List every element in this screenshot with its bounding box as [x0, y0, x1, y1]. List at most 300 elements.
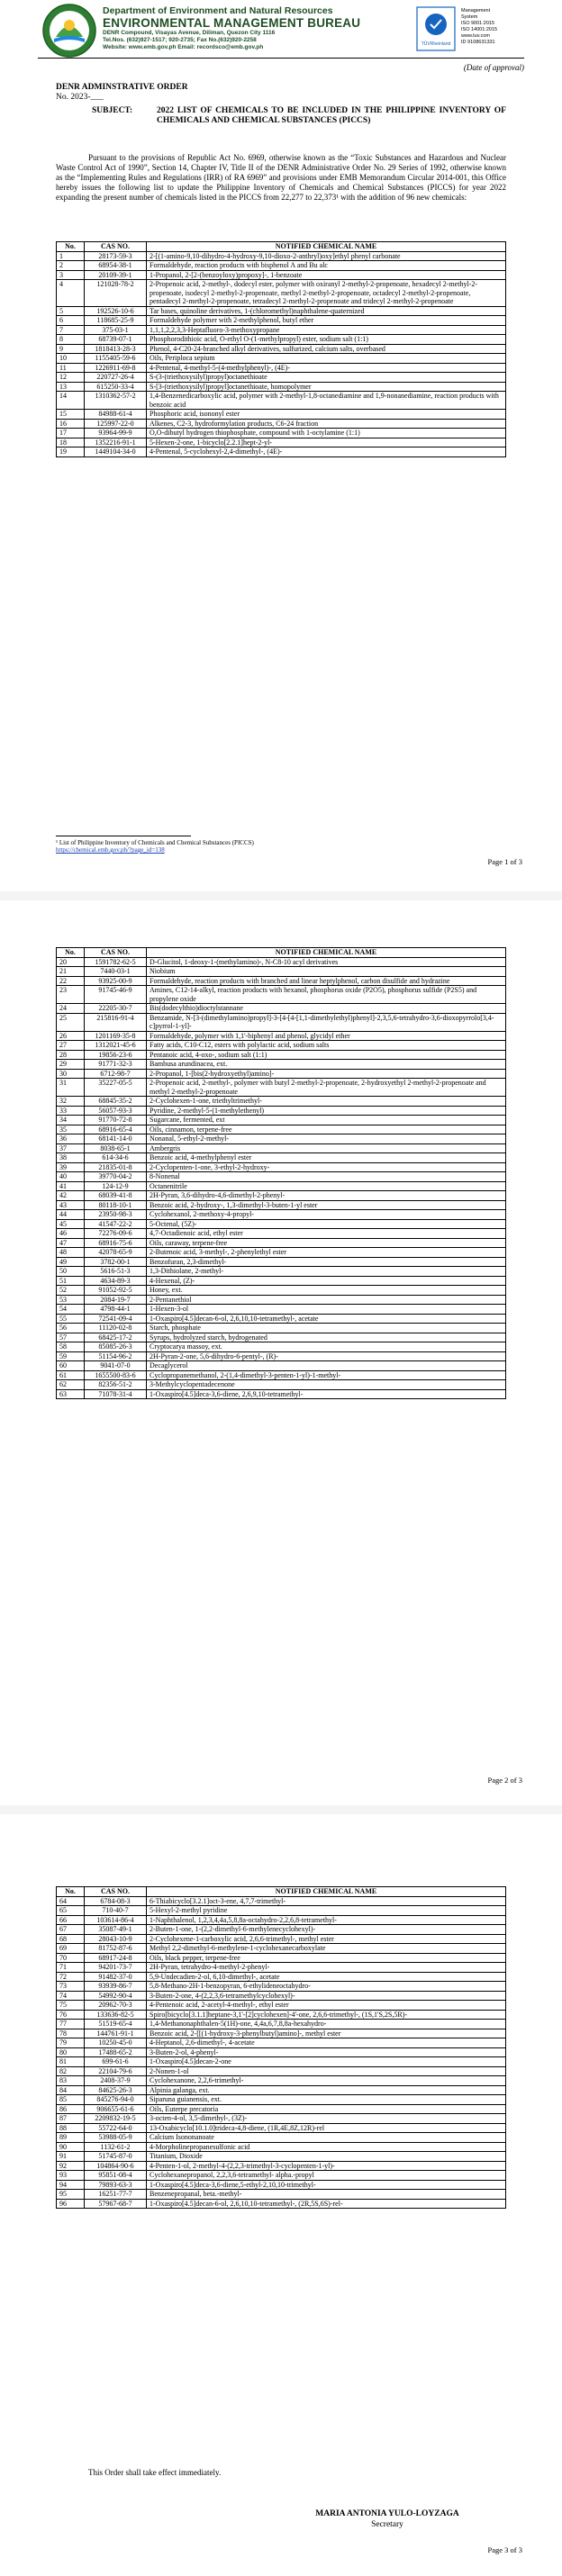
page-number: Page 1 of 3: [487, 857, 522, 866]
table-row: [57, 1219, 506, 1229]
table-row: [57, 1925, 506, 1935]
cell-no: 8: [57, 335, 85, 345]
table-row: [57, 2161, 506, 2171]
table-row: [57, 1162, 506, 1172]
cell-cas: 84625-26-3: [85, 2085, 147, 2095]
header-divider: [38, 58, 524, 59]
cell-no: 46: [57, 1229, 85, 1239]
cell-name: 3-Buten-2-ol, 4-phenyl-: [147, 2047, 506, 2057]
col-cas: CAS NO.: [85, 1887, 147, 1897]
chemical-table-page-3: [56, 1886, 506, 2209]
cell-name: Octanenitrile: [147, 1181, 506, 1191]
cell-name: Decaglycerol: [147, 1361, 506, 1371]
cell-no: 85: [57, 2095, 85, 2105]
cell-cas: 71078-31-4: [85, 1389, 147, 1399]
department-name: Department of Environment and Natural Resources: [103, 5, 333, 16]
table-row: [57, 1125, 506, 1134]
cell-no: 49: [57, 1257, 85, 1267]
cell-no: 35: [57, 1125, 85, 1134]
denr-emb-seal-icon: [41, 3, 97, 59]
cell-no: 37: [57, 1143, 85, 1153]
table-row: [57, 1257, 506, 1267]
cell-name: 1-Naphthalenol, 1,2,3,4,4a,5,8,8a-octahydro-2,2,6,8-tetramethyl-: [147, 1915, 506, 1925]
table-row: [57, 1079, 506, 1097]
cell-no: 74: [57, 1991, 85, 2001]
cell-no: 29: [57, 1060, 85, 1070]
cell-no: 78: [57, 2029, 85, 2038]
cell-cas: 22205-30-7: [85, 1004, 147, 1014]
chemical-table-page-2: [56, 947, 506, 1399]
cell-cas: 57967-68-7: [85, 2199, 147, 2209]
cell-no: 91: [57, 2152, 85, 2162]
cell-cas: 41547-22-2: [85, 1219, 147, 1229]
cell-name: 5,9-Undecadien-2-ol, 6,10-dimethyl-, acetate: [147, 1972, 506, 1982]
cell-name: Titanium, Dioxide: [147, 2152, 506, 2162]
cell-cas: 91052-92-5: [85, 1286, 147, 1296]
table-row: [57, 344, 506, 354]
cell-no: 72: [57, 1972, 85, 1982]
cell-no: 70: [57, 1953, 85, 1963]
cell-cas: 1226911-69-8: [85, 363, 147, 373]
cell-cas: 10250-45-0: [85, 2038, 147, 2048]
cell-name: 5-Hexen-2-one, 1-bicyclo[2.2.1]hept-2-yl-: [147, 438, 506, 447]
cell-no: 87: [57, 2114, 85, 2124]
cell-no: 81: [57, 2057, 85, 2067]
cell-name: 4,7-Octadienoic acid, ethyl ester: [147, 1229, 506, 1239]
cell-cas: 19856-23-6: [85, 1050, 147, 1060]
cell-name: 2-Propenoic acid, 2-methyl-, dodecyl ester, polymer with oxiranyl 2-methyl-2-propenoate, hexadecyl 2-methyl-2-propenoate, isodecyl 2-methyl-2-propenoate, methyl 2-methyl-2-propenoate, octadecyl 2-methyl-2-propenoate, pentadecyl 2-methyl-2-propenoate, tetradecyl 2-methyl-2-propenoate and tridecyl 2-methyl-2-propenoate: [147, 280, 506, 307]
cell-cas: 3782-00-1: [85, 1257, 147, 1267]
table-row: [57, 2114, 506, 2124]
cell-no: 92: [57, 2161, 85, 2171]
subject-text: 2022 LIST OF CHEMICALS TO BE INCLUDED IN THE PHILIPPINE INVENTORY OF CHEMICALS AND CHEMICAL SUBSTANCES (PICCS): [157, 106, 506, 125]
cell-cas: 53988-05-9: [85, 2133, 147, 2143]
cell-name: 1,1,1,2,2,3,3-Heptafluoro-3-methoxypropane: [147, 325, 506, 335]
cell-cas: 1310362-57-2: [85, 392, 147, 410]
col-name: NOTIFIED CHEMICAL NAME: [147, 1887, 506, 1897]
cell-cas: 2209832-19-5: [85, 2114, 147, 2124]
cell-name: 5-Octenal, (5Z)-: [147, 1219, 506, 1229]
cell-name: Tar bases, quinoline derivatives, 1-(chloromethyl)naphthalene-quaternized: [147, 306, 506, 316]
cell-cas: 80118-10-1: [85, 1200, 147, 1210]
cell-name: 2-Buten-1-one, 1-(2,2-dimethyl-6-methylenecyclohexyl)-: [147, 1925, 506, 1935]
cell-cas: 1818413-28-3: [85, 344, 147, 354]
cell-name: Formaldehyde polymer with 2-methylphenol, butyl ether: [147, 316, 506, 326]
cell-no: 60: [57, 1361, 85, 1371]
cell-cas: 4798-44-1: [85, 1305, 147, 1315]
table-row: [57, 1972, 506, 1982]
cell-name: 1,3-Dithiolane, 2-methyl-: [147, 1267, 506, 1277]
cell-cas: 42078-65-9: [85, 1248, 147, 1258]
col-cas: CAS NO.: [85, 948, 147, 958]
cell-no: 47: [57, 1238, 85, 1248]
table-row: [57, 2095, 506, 2105]
cell-no: 66: [57, 1915, 85, 1925]
cell-name: 5-Hexyl-2-methyl pyridine: [147, 1906, 506, 1916]
cell-name: 2-Pentanethiol: [147, 1295, 506, 1305]
cell-no: 71: [57, 1963, 85, 1973]
cell-cas: 375-03-1: [85, 325, 147, 335]
address: DENR Compound, Visayas Avenue, Diliman, Quezon City 1116: [103, 30, 276, 36]
cell-name: 1-Propanol, 2-[2-(benzoyloxy)propoxy]-, 1-benzoate: [147, 270, 506, 280]
cell-name: 4-Penten-1-ol, 2-methyl-4-(2,2,3-trimethyl-3-cyclopenten-1-yl)-: [147, 2161, 506, 2171]
cell-cas: 1312021-45-6: [85, 1041, 147, 1051]
table-row: [57, 2171, 506, 2181]
cell-no: 20: [57, 957, 85, 967]
cell-cas: 68039-41-8: [85, 1191, 147, 1201]
cell-no: 68: [57, 1934, 85, 1944]
cell-no: 67: [57, 1925, 85, 1935]
cell-name: Starch, phosphate: [147, 1324, 506, 1333]
footnote: [56, 839, 416, 854]
table-row: [57, 2152, 506, 2162]
cell-cas: 82356-51-2: [85, 1380, 147, 1390]
bureau-name: ENVIRONMENTAL MANAGEMENT BUREAU: [103, 16, 361, 30]
cell-no: 50: [57, 1267, 85, 1277]
cell-name: Formaldehyde, reaction products with bisphenol A and Bu alc: [147, 261, 506, 271]
cell-no: 30: [57, 1069, 85, 1079]
page-2: [0, 900, 562, 1805]
table-row: [57, 1370, 506, 1380]
cell-cas: 220727-26-4: [85, 373, 147, 383]
table-row: [57, 1229, 506, 1239]
effectivity-clause: This Order shall take effect immediately.: [88, 2468, 222, 2477]
cell-name: 2-Propanol, 1-[bis(2-hydroxyethyl)amino]-: [147, 1069, 506, 1079]
cell-cas: 192526-10-6: [85, 306, 147, 316]
table-row: [57, 1097, 506, 1107]
cell-no: 75: [57, 2001, 85, 2011]
cell-no: 31: [57, 1079, 85, 1097]
footnote-text: ¹ List of Philippine Inventory of Chemicals and Chemical Substances (PICCS): [56, 839, 254, 846]
cell-cas: 144761-91-1: [85, 2029, 147, 2038]
cell-no: 42: [57, 1191, 85, 1201]
cell-cas: 94201-73-7: [85, 1963, 147, 1973]
cell-cas: 91770-72-8: [85, 1116, 147, 1125]
cell-no: 45: [57, 1219, 85, 1229]
table-row: [57, 1305, 506, 1315]
cell-name: 2-Cyclohexene-1-carboxylic acid, 2,6,6-trimethyl-, methyl ester: [147, 1934, 506, 1944]
cell-cas: 1201169-35-8: [85, 1031, 147, 1041]
cell-name: Cyclohexanol, 2-methoxy-4-propyl-: [147, 1210, 506, 1220]
table-row: [57, 382, 506, 392]
table-row: [57, 270, 506, 280]
letterhead: [38, 3, 524, 57]
cell-no: 23: [57, 986, 85, 1004]
cell-cas: 91771-32-3: [85, 1060, 147, 1070]
table-row: [57, 419, 506, 429]
cell-no: 28: [57, 1050, 85, 1060]
cell-cas: 1352216-91-1: [85, 438, 147, 447]
cell-no: 12: [57, 373, 85, 383]
cell-no: 90: [57, 2142, 85, 2152]
table-row: [57, 2057, 506, 2067]
table-row: [57, 976, 506, 986]
cell-no: 4: [57, 280, 85, 307]
body-paragraph: Pursuant to the provisions of Republic Act No. 6969, otherwise known as the “Toxic Substances and Hazardous and Nuclear Waste Control Act of 1990”, Section 14, Chapter IV, Title II of the DENR Administrative Order No. 29 Series of 1992, otherwise known as the “Implementing Rules and Regulations (IRR) of RA 6969” and provisions under EMB Memorandum Circular 2014-001, this Office hereby issues the following list to update the Philippine Inventory of Chemicals and Chemical Substances (PICCS) for year 2022 expanding the present number of chemicals listed in the PICCS from 22,277 to 22,373¹ with the addition of 96 new chemicals:: [56, 153, 506, 202]
cell-no: 10: [57, 354, 85, 364]
cell-no: 73: [57, 1982, 85, 1992]
cell-cas: 95851-08-4: [85, 2171, 147, 2181]
cell-no: 80: [57, 2047, 85, 2057]
cell-name: Formaldehyde, polymer with 1,1'-biphenyl and phenol, glycidyl ether: [147, 1031, 506, 1041]
table-row: [57, 1953, 506, 1963]
cell-no: 53: [57, 1295, 85, 1305]
cell-no: 63: [57, 1389, 85, 1399]
footnote-link[interactable]: https://chemical.emb.gov.ph/?page_id=138: [56, 846, 165, 854]
cell-name: Syrups, hydrolyzed starch, hydrogenated: [147, 1333, 506, 1342]
cell-cas: 124-12-9: [85, 1181, 147, 1191]
cell-no: 41: [57, 1181, 85, 1191]
col-no: No.: [57, 948, 85, 958]
cell-cas: 103614-86-4: [85, 1915, 147, 1925]
cell-name: 2H-Pyran, tetrahydro-4-methyl-2-phenyl-: [147, 1963, 506, 1973]
table-row: [57, 2085, 506, 2095]
cell-name: 4-Heptanol, 2,6-dimethyl-, 4-acetate: [147, 2038, 506, 2048]
cell-name: Ambergris: [147, 1143, 506, 1153]
table-row: [57, 1286, 506, 1296]
cell-no: 44: [57, 1210, 85, 1220]
table-row: [57, 1134, 506, 1144]
table-row: [57, 1906, 506, 1916]
cell-cas: 20962-70-3: [85, 2001, 147, 2011]
cell-name: Pentanoic acid, 4-oxo-, sodium salt (1:1): [147, 1050, 506, 1060]
table-row: [57, 438, 506, 447]
page-number: Page 2 of 3: [487, 1776, 522, 1785]
cell-cas: 35227-05-5: [85, 1079, 147, 1097]
table-row: [57, 2076, 506, 2086]
cell-no: 84: [57, 2085, 85, 2095]
cell-name: 1-Oxaspiro[4.5]decan-6-ol, 2,6,10,10-tetramethyl-, (2R,5S,6S)-rel-: [147, 2199, 506, 2209]
dao-title: DENR ADMINSTRATIVE ORDER: [56, 83, 188, 92]
table-row: [57, 1934, 506, 1944]
cell-cas: 11120-02-8: [85, 1324, 147, 1333]
cell-name: 2-Cyclohexen-1-one, triethyltrimethyl-: [147, 1097, 506, 1107]
cell-name: Siparuna guianensis, ext.: [147, 2095, 506, 2105]
cell-name: Formaldehyde, reaction products with branched and linear heptylphenol, carbon disulfide and hydrazine: [147, 976, 506, 986]
table-row: [57, 2066, 506, 2076]
cell-no: 43: [57, 1200, 85, 1210]
cell-no: 83: [57, 2076, 85, 2086]
table-row: [57, 1238, 506, 1248]
cell-name: 4-Pentenoic acid, 2-acetyl-4-methyl-, ethyl ester: [147, 2001, 506, 2011]
cell-name: Fatty acids, C10-C12, esters with polylactic acid, sodium salts: [147, 1041, 506, 1051]
cell-cas: 2084-19-7: [85, 1295, 147, 1305]
cell-no: 32: [57, 1097, 85, 1107]
cell-name: Oils, black pepper, terpene-free: [147, 1953, 506, 1963]
cell-cas: 8038-65-1: [85, 1143, 147, 1153]
col-cas: CAS NO.: [85, 242, 147, 252]
cell-name: Benzoic acid, 4-methylphenyl ester: [147, 1153, 506, 1163]
cell-no: 2: [57, 261, 85, 271]
cell-no: 22: [57, 976, 85, 986]
cell-no: 14: [57, 392, 85, 410]
cell-cas: 2408-37-9: [85, 2076, 147, 2086]
cell-name: Calcium Isononanoate: [147, 2133, 506, 2143]
cell-cas: 51745-87-0: [85, 2152, 147, 2162]
table-row: [57, 261, 506, 271]
table-row: [57, 1982, 506, 1992]
signatory-title: Secretary: [371, 2520, 403, 2529]
cell-name: 8-Nonenal: [147, 1172, 506, 1182]
table-row: [57, 1944, 506, 1954]
cell-no: 65: [57, 1906, 85, 1916]
website-email: Website: www.emb.gov.ph Email: recordsco@emb.gov.ph: [103, 44, 264, 50]
cell-no: 86: [57, 2104, 85, 2114]
cell-name: 2-Propenoic acid, 2-methyl-, polymer with butyl 2-methyl-2-propenoate, 2-hydroxyethyl 2-methyl-2-propenoate and methyl 2-methyl-2-propenoate: [147, 1079, 506, 1097]
table-row: [57, 1041, 506, 1051]
cell-name: 2-Butenoic acid, 3-methyl-, 2-phenylethyl ester: [147, 1248, 506, 1258]
table-row: [57, 1276, 506, 1286]
cell-no: 64: [57, 1896, 85, 1906]
table-row: [57, 2047, 506, 2057]
cell-cas: 93925-00-9: [85, 976, 147, 986]
subject-label: SUBJECT:: [92, 106, 133, 115]
table-row: [57, 410, 506, 420]
cert-label: TÜVRheinland: [421, 41, 451, 47]
page-1: [0, 0, 562, 891]
cell-cas: 84988-61-4: [85, 410, 147, 420]
cell-name: Benzamide, N-[3-(dimethylamino)propyl]-3-[4-[4-[1,1-dimethylethyl)phenyl]-2,3,5,6-tetrahydro-3,6-dioxopyrrolo[3,4-c]pyrrol-1-yl]-: [147, 1013, 506, 1031]
cell-name: 2-Nonen-1-ol: [147, 2066, 506, 2076]
cell-name: Oils, caraway, terpene-free: [147, 1238, 506, 1248]
table-row: [57, 957, 506, 967]
table-row: [57, 2133, 506, 2143]
cell-no: 93: [57, 2171, 85, 2181]
cell-name: Niobium: [147, 967, 506, 977]
table-row: [57, 2038, 506, 2048]
cell-cas: 35087-49-1: [85, 1925, 147, 1935]
table-row: [57, 2029, 506, 2038]
cell-cas: 68141-14-0: [85, 1134, 147, 1144]
table-row: [57, 2190, 506, 2200]
cell-cas: 81752-87-6: [85, 1944, 147, 1954]
cell-name: S-[3-(triethoxysilyl)propyl]octanethioate, homopolymer: [147, 382, 506, 392]
cell-cas: 9041-07-0: [85, 1361, 147, 1371]
cell-no: 69: [57, 1944, 85, 1954]
cell-cas: 906655-61-6: [85, 2104, 147, 2114]
cell-name: Benzoic acid, 2-[[(1-hydroxy-3-phenylbutyl)amino]-, methyl ester: [147, 2029, 506, 2038]
table-row: [57, 306, 506, 316]
cell-no: 25: [57, 1013, 85, 1031]
cell-name: 3-octen-4-ol, 3,5-dimethyl-, (3Z)-: [147, 2114, 506, 2124]
cell-name: 1-Oxaspiro[4.5]deca-3,6-diene,5-ethyl-2,10,10-trimethyl-: [147, 2180, 506, 2190]
cell-name: Spiro[bicyclo[3.1.1]heptane-3,1'-[2]cyclohexen]-4'-one, 2,6,6-trimethyl-, (1S,1'S,2S,5R)-: [147, 2010, 506, 2020]
col-no: No.: [57, 242, 85, 252]
table-row: [57, 2142, 506, 2152]
cell-no: 48: [57, 1248, 85, 1258]
cell-no: 19: [57, 447, 85, 457]
cell-cas: 91745-46-9: [85, 986, 147, 1004]
cell-name: Alpinia galanga, ext.: [147, 2085, 506, 2095]
cell-name: Oils, Euterpe precatoria: [147, 2104, 506, 2114]
table-row: [57, 1069, 506, 1079]
cell-name: 4-Morpholinepropanesulfonic acid: [147, 2142, 506, 2152]
cell-no: 9: [57, 344, 85, 354]
cell-name: 2-Cyclopenten-1-one, 3-ethyl-2-hydroxy-: [147, 1162, 506, 1172]
table-row: [57, 1013, 506, 1031]
cell-cas: 93964-99-9: [85, 429, 147, 438]
cell-cas: 118685-25-9: [85, 316, 147, 326]
cell-name: D-Glucitol, 1-deoxy-1-(methylamino)-, N-C8-10 acyl derivatives: [147, 957, 506, 967]
cell-no: 34: [57, 1116, 85, 1125]
cell-cas: 79893-63-3: [85, 2180, 147, 2190]
cell-cas: 121028-78-2: [85, 280, 147, 307]
cell-no: 5: [57, 306, 85, 316]
cell-cas: 4634-89-3: [85, 1276, 147, 1286]
cell-no: 82: [57, 2066, 85, 2076]
cell-cas: 72276-09-6: [85, 1229, 147, 1239]
cell-cas: 133636-82-5: [85, 2010, 147, 2020]
cell-no: 51: [57, 1276, 85, 1286]
table-row: [57, 251, 506, 261]
table-row: [57, 447, 506, 457]
cell-no: 56: [57, 1324, 85, 1333]
cell-name: Methyl 2,2-dimethyl-6-methylene-1-cyclohexanecarboxylate: [147, 1944, 506, 1954]
table-row: [57, 1106, 506, 1116]
table-row: [57, 1295, 506, 1305]
table-row: [57, 967, 506, 977]
cell-name: 2H-Pyran, 3,6-dihydro-4,6-dimethyl-2-phenyl-: [147, 1191, 506, 1201]
cell-cas: 614-34-6: [85, 1153, 147, 1163]
col-no: No.: [57, 1887, 85, 1897]
table-row: [57, 316, 506, 326]
cell-cas: 68916-75-6: [85, 1238, 147, 1248]
table-row: [57, 2199, 506, 2209]
cell-cas: 85085-26-3: [85, 1342, 147, 1352]
cell-name: 13-Oxabicyclo[10.1.0]trideca-4,8-diene, (1R,4E,8Z,12R)-rel: [147, 2123, 506, 2133]
table-row: [57, 1342, 506, 1352]
table-row: [57, 1116, 506, 1125]
cell-no: 1: [57, 251, 85, 261]
page-separator: [0, 1805, 562, 1814]
cell-name: Benzenepropanal, beta.-methyl-: [147, 2190, 506, 2200]
tuv-certification-icon: [416, 6, 456, 51]
cell-name: Phosphorodithioic acid, O-ethyl O-(1-methylpropyl) ester, sodium salt (1:1): [147, 335, 506, 345]
cell-name: Bambusa arundinacea, ext.: [147, 1060, 506, 1070]
table-row: [57, 1333, 506, 1342]
cell-no: 36: [57, 1134, 85, 1144]
table-row: [57, 1389, 506, 1399]
cell-no: 18: [57, 438, 85, 447]
cell-no: 6: [57, 316, 85, 326]
cell-name: 1-Oxaspiro[4.5]decan-2-one: [147, 2057, 506, 2067]
table-row: [57, 2104, 506, 2114]
cell-no: 62: [57, 1380, 85, 1390]
table-row: [57, 2020, 506, 2029]
cell-name: O,O-dibutyl hydrogen thiophosphate, compound with 1-octylamine (1:1): [147, 429, 506, 438]
cell-cas: 21835-01-8: [85, 1162, 147, 1172]
cell-name: Honey, ext.: [147, 1286, 506, 1296]
cell-no: 95: [57, 2190, 85, 2200]
col-name: NOTIFIED CHEMICAL NAME: [147, 948, 506, 958]
cell-cas: 7440-03-1: [85, 967, 147, 977]
cell-cas: 68739-07-1: [85, 335, 147, 345]
table-row: [57, 1172, 506, 1182]
cell-no: 38: [57, 1153, 85, 1163]
chemical-table-page-1: [56, 241, 506, 457]
cell-no: 59: [57, 1351, 85, 1361]
cell-cas: 710-40-7: [85, 1906, 147, 1916]
cell-name: 6-Thiabicyclo[3.2.1]oct-3-ene, 4,7,7-trimethyl-: [147, 1896, 506, 1906]
cell-name: 1-Hexen-3-ol: [147, 1305, 506, 1315]
cell-cas: 1655500-83-6: [85, 1370, 147, 1380]
table-row: [57, 2010, 506, 2020]
cell-cas: 22104-79-6: [85, 2066, 147, 2076]
cell-name: 1-Oxaspiro[4.5]decan-6-ol, 2,6,10,10-tetramethyl-, acetate: [147, 1314, 506, 1324]
table-row: [57, 1050, 506, 1060]
cell-name: Oils, Periploca sepium: [147, 354, 506, 364]
cell-name: Pyridine, 2-methyl-5-(1-methylethenyl): [147, 1106, 506, 1116]
